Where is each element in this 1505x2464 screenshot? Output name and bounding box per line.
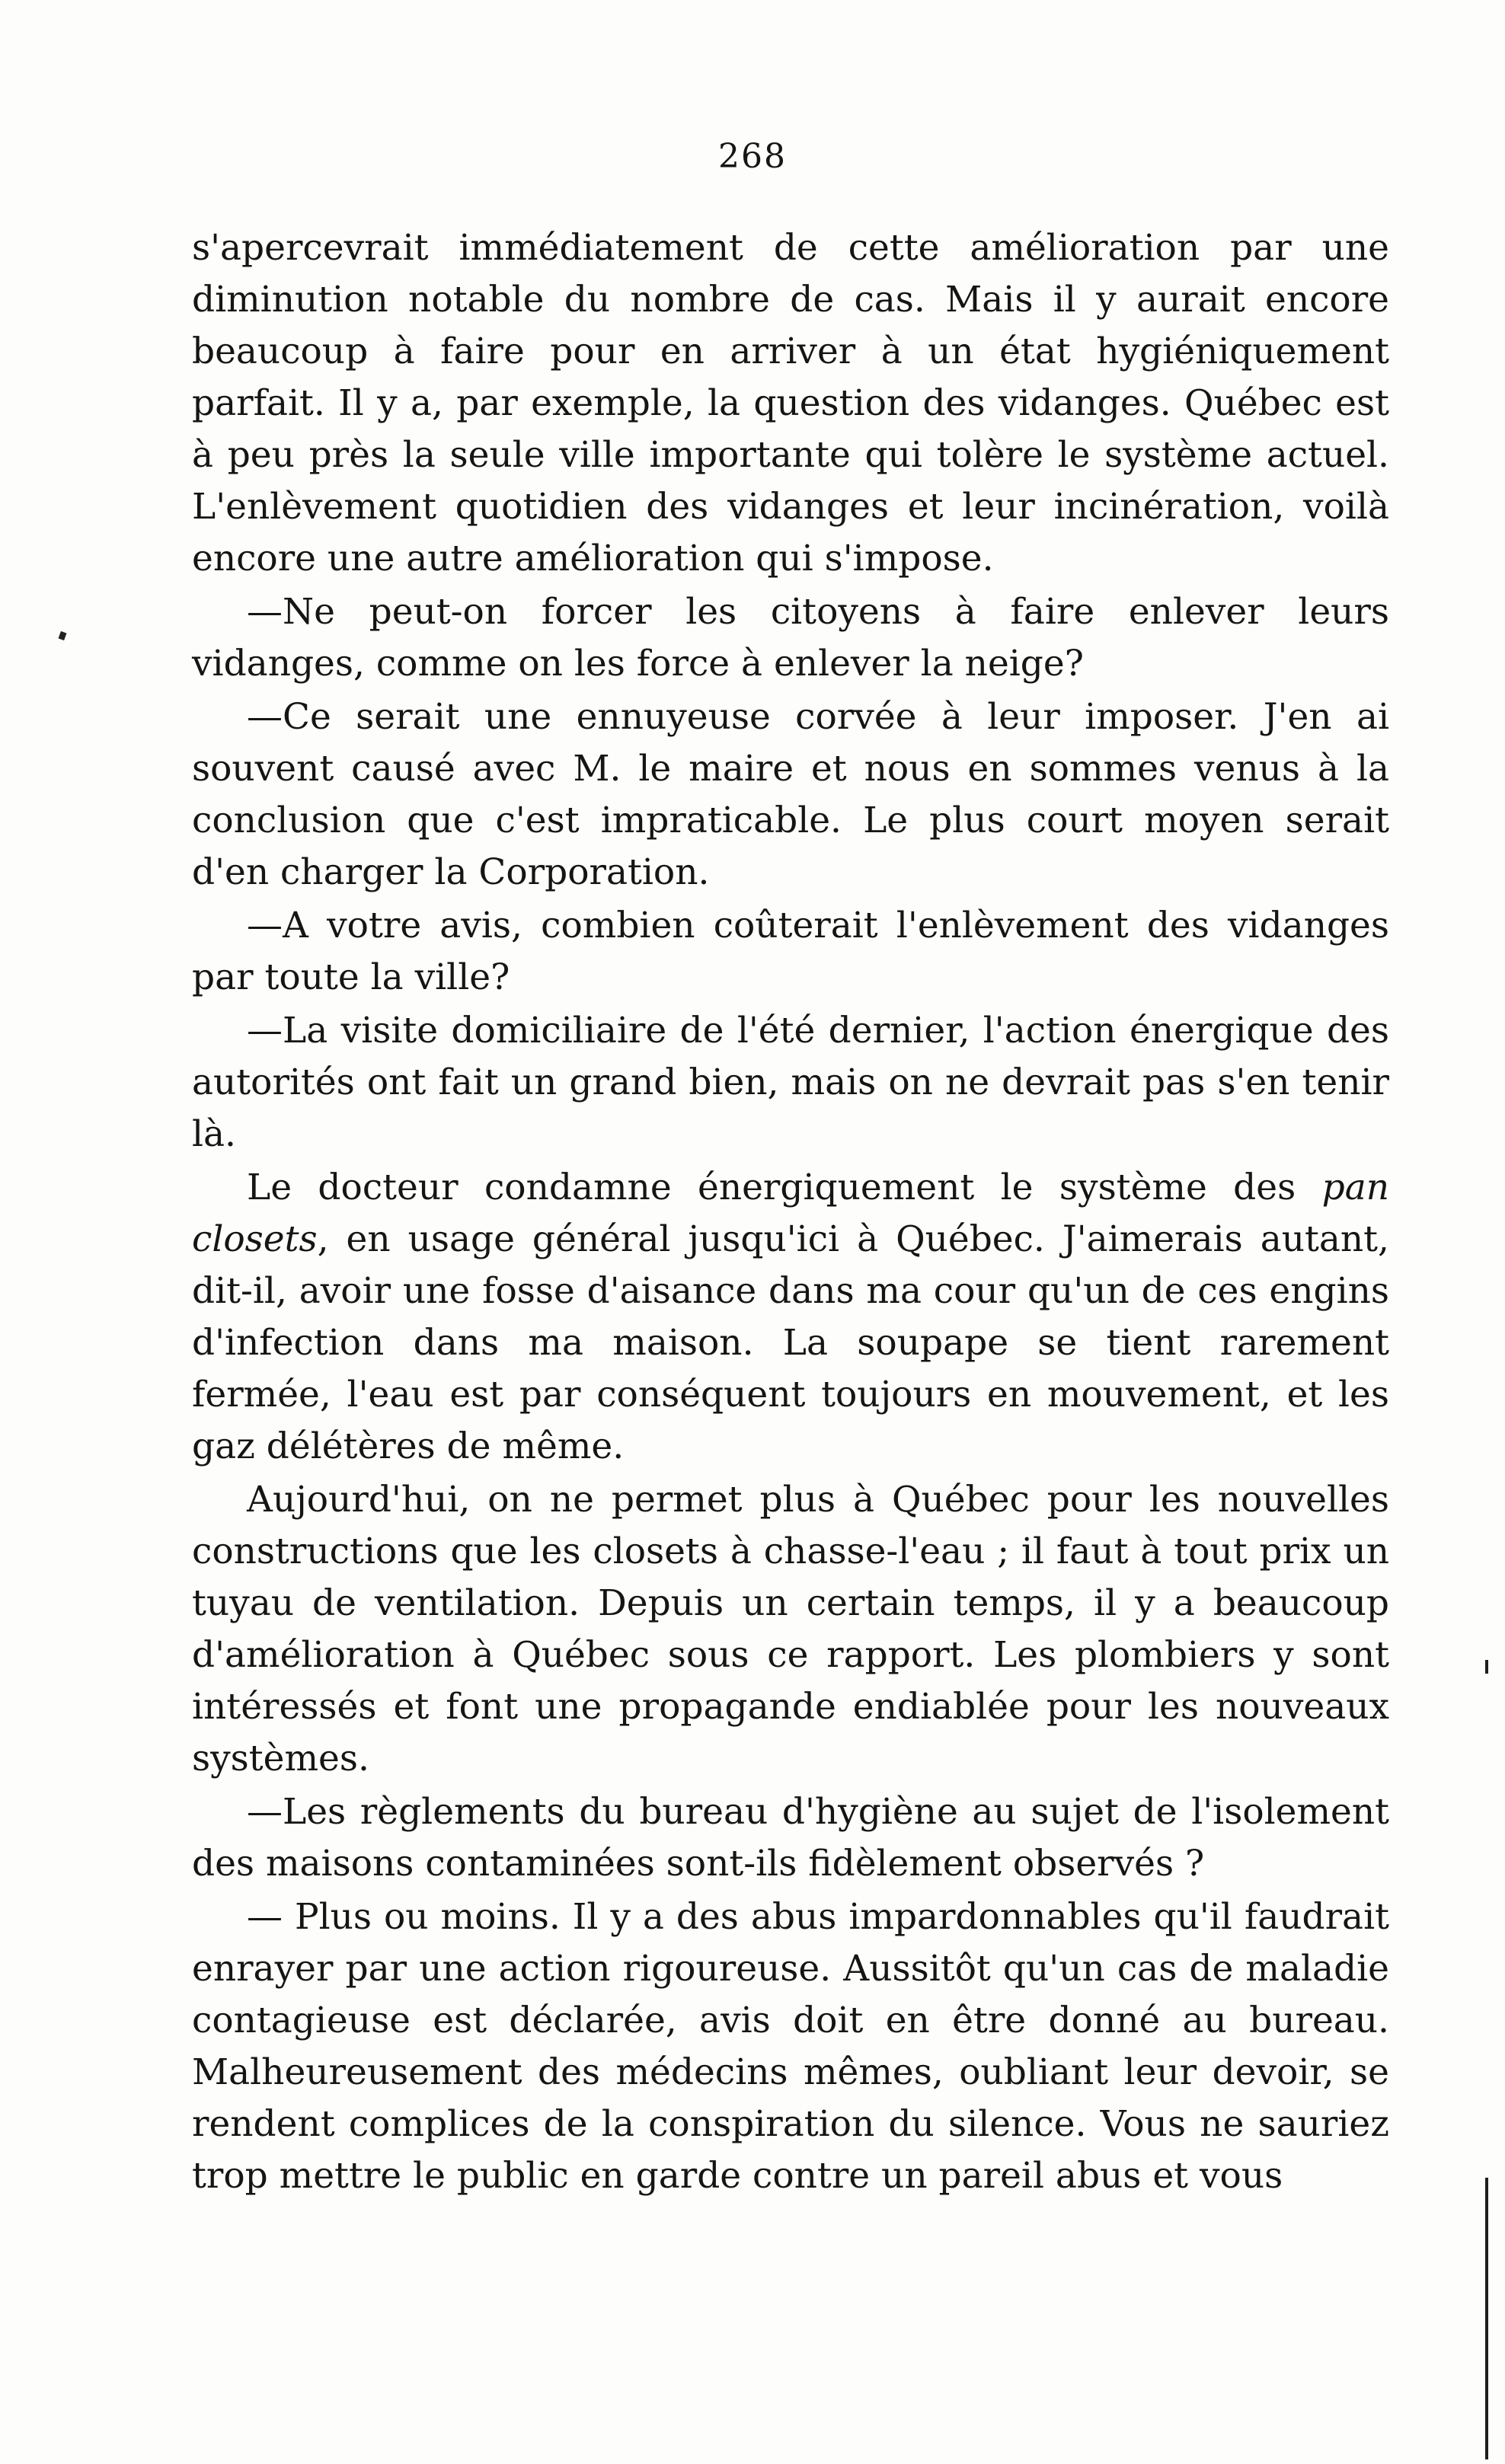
margin-speck xyxy=(59,631,67,640)
paragraph-p6 xyxy=(192,1162,1389,1473)
text-segment: — Plus ou moins. Il y a des abus impardonnables qu'il faudrait enrayer par une action rigoureuse. Aussitôt qu'un cas de maladie contagieuse est déclarée, avis doit en être donné au bureau. Malheureusement des médecins mêmes, oubliant leur devoir, se rendent complices de la conspiration du silence. Vous ne sauriez trop mettre le public en garde contre un pareil abus et vous xyxy=(192,1896,1389,2197)
text-segment: Aujourd'hui, on ne permet plus à Québec pour les nouvelles constructions que les closets à chasse-l'eau ; il faut à tout prix un tuyau de ventilation. Depuis un certain temps, il y a beaucoup d'amélioration à Québec sous ce rapport. Les plombiers y sont intéressés et font une propagande endiablée pour les nouveaux systèmes. xyxy=(192,1479,1389,1779)
page-number: 268 xyxy=(718,137,787,176)
paragraph-p7 xyxy=(192,1474,1389,1785)
paragraph-p9 xyxy=(192,1891,1389,2202)
scan-edge-mark xyxy=(1485,1660,1488,1674)
body-text xyxy=(192,222,1389,2202)
italic-term: pan closets xyxy=(192,1167,1389,1260)
paragraph-p2 xyxy=(192,586,1389,690)
text-segment: —La visite domiciliaire de l'été dernier, l'action énergique des autorités ont fait un grand bien, mais on ne devrait pas s'en tenir là. xyxy=(192,1010,1389,1155)
paragraph-p5 xyxy=(192,1005,1389,1160)
text-segment: s'apercevrait immédiatement de cette amélioration par une diminution notable du nombre de cas. Mais il y aurait encore beaucoup à faire pour en arriver à un état hygiéniquement parfait. Il y a, par exemple, la question des vidanges. Québec est à peu près la seule ville importante qui tolère le système actuel. L'enlèvement quotidien des vidanges et leur incinération, voilà encore une autre amélioration qui s'impose. xyxy=(192,227,1389,579)
paragraph-p1 xyxy=(192,222,1389,585)
text-segment: —Ce serait une ennuyeuse corvée à leur imposer. J'en ai souvent causé avec M. le maire et nous en sommes venus à la conclusion que c'est impraticable. Le plus court moyen serait d'en charger la Corporation. xyxy=(192,696,1389,893)
text-segment: —A votre avis, combien coûterait l'enlèvement des vidanges par toute la ville? xyxy=(192,905,1389,998)
text-segment: —Ne peut-on forcer les citoyens à faire enlever leurs vidanges, comme on les force à enlever la neige? xyxy=(192,591,1389,685)
paragraph-p8 xyxy=(192,1786,1389,1890)
text-segment: , en usage général jusqu'ici à Québec. J'aimerais autant, dit-il, avoir une fosse d'aisance dans ma cour qu'un de ces engins d'infection dans ma maison. La soupape se tient rarement fermée, l'eau est par conséquent toujours en mouvement, et les gaz délétères de même. xyxy=(192,1218,1389,1467)
paragraph-p4 xyxy=(192,900,1389,1004)
text-segment: —Les règlements du bureau d'hygiène au sujet de l'isolement des maisons contaminées sont-ils fidèlement observés ? xyxy=(192,1791,1389,1885)
scan-edge-line xyxy=(1485,2178,1488,2459)
text-segment: Le docteur condamne énergiquement le système des xyxy=(247,1167,1322,1208)
paragraph-p3 xyxy=(192,691,1389,898)
